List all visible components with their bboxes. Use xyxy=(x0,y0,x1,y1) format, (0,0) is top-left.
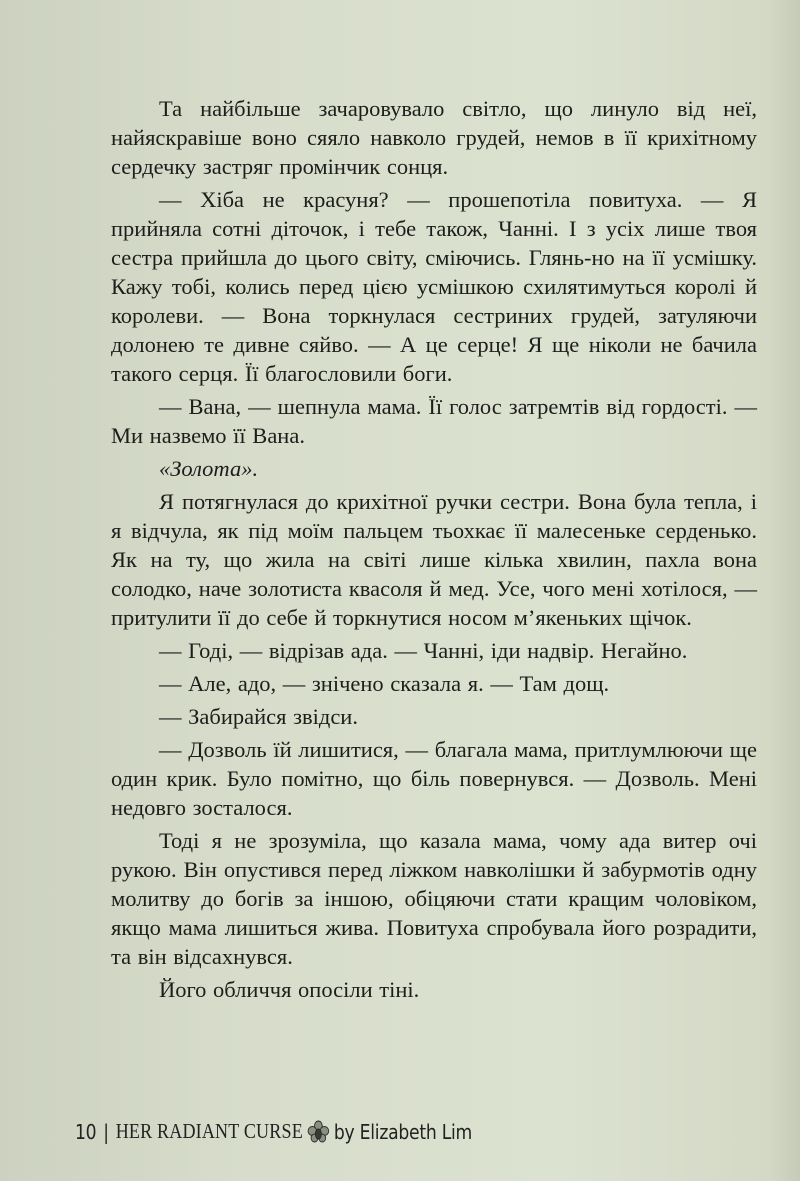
footer-separator: | xyxy=(103,1119,109,1144)
paragraph-5: Я потягнулася до крихітної ручки сестри. Вона була тепла, і я відчула, як під моїм пальцем тьохкає її малесеньке серденько. Як на ту, що жила на світі лише кілька хвилин, пахла вона солодко, наче золотиста квасоля й мед. Усе, чого мені хотілося, — притулити її до себе й торкнутися носом м’якеньких щічок. xyxy=(111,489,757,630)
paragraph-3: — Вана, — шепнула мама. Її голос затремтів від гордості. — Ми назвемо її Вана. xyxy=(111,394,757,448)
page-body xyxy=(111,94,757,1008)
book-title: HER RADIANT CURSE xyxy=(115,1119,303,1143)
paragraph-4-italic: «Золота». xyxy=(159,456,259,481)
page-number: 10 xyxy=(75,1119,97,1144)
paragraph-1: Та найбільше зачаровувало світло, що линуло від неї, найяскравіше воно сяяло навколо грудей, немов в її крихітному сердечку застряг промінчик сонця. xyxy=(111,96,757,179)
paragraph-7: — Але, адо, — знічено сказала я. — Там дощ. xyxy=(159,671,610,696)
author-credit: by Elizabeth Lim xyxy=(333,1119,473,1144)
paragraph-8: — Забирайся звідси. xyxy=(159,704,358,729)
paragraph-10: Тоді я не зрозуміла, що казала мама, чому ада витер очі рукою. Він опустився перед ліжком навколішки й забурмотів одну молитву до богів за іншою, обіцяючи стати кращим чоловіком, якщо мама лишиться жива. Повитуха спробувала його розрадити, та він відсахнувся. xyxy=(111,828,757,969)
paragraph-11: Його обличчя опосіли тіні. xyxy=(159,977,420,1002)
paragraph-6: — Годі, — відрізав ада. — Чанні, іди надвір. Негайно. xyxy=(159,638,688,663)
running-footer xyxy=(75,1119,472,1144)
paragraph-2: — Хіба не красуня? — прошепотіла повитуха. — Я прийняла сотні діточок, і тебе також, Чанні. І з усіх лише твоя сестра прийшла до цього світу, сміючись. Глянь-но на її усмішку. Кажу тобі, колись перед цією усмішкою схилятимуться королі й королеви. — Вона торкнулася сестриних грудей, затуляючи долонею те дивне сяйво. — А це серце! Я ще ніколи не бачила такого серця. Її благословили боги. xyxy=(111,187,757,386)
paragraph-9: — Дозволь їй лишитися, — благала мама, притлумлюючи ще один крик. Було помітно, що біль повернувся. — Дозволь. Мені недовго зосталося. xyxy=(111,737,757,820)
orchid-icon xyxy=(307,1120,329,1144)
